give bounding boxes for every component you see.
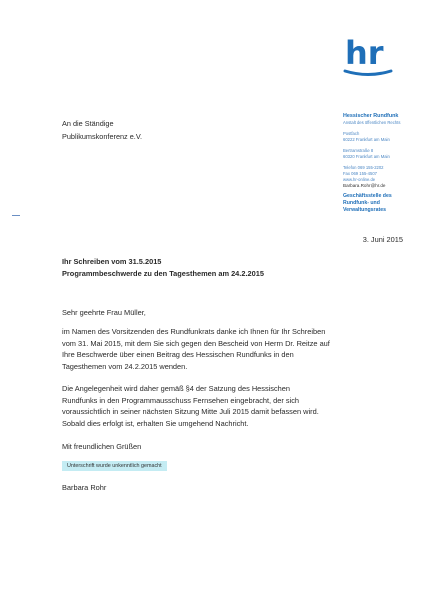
hr-logo	[341, 36, 395, 78]
sender-dept-line-3: Verwaltungsrates	[343, 207, 386, 213]
paragraph-1-line: Tagesthemen vom 24.2.2015 wenden.	[62, 361, 188, 371]
signer-name: Barbara Rohr	[62, 483, 107, 492]
sender-dept-line-2: Rundfunk- und	[343, 200, 380, 206]
letter-date: 3. Juni 2015	[362, 235, 403, 244]
sender-postbox-city: 60222 Frankfurt am Main	[343, 137, 390, 142]
subject-line-1: Ihr Schreiben vom 31.5.2015	[62, 257, 162, 266]
redacted-signature-note: Unterschrift wurde unkenntlich gemacht	[62, 461, 167, 471]
paragraph-1-line: im Namen des Vorsitzenden des Rundfunkrats danke ich Ihnen für Ihr Schreiben	[62, 327, 326, 336]
fold-mark	[12, 215, 20, 216]
subject	[62, 256, 264, 279]
sender-department	[343, 193, 421, 214]
sender-fax: Fax 069 155-4507	[343, 171, 377, 176]
sender-street: Bertramstraße 8	[343, 148, 374, 153]
sender-email: Barbara.Rohr@hr.de	[343, 183, 386, 188]
subject-line-2: Programmbeschwerde zu den Tagesthemen am 24.2.2015	[62, 268, 264, 278]
salutation: Sehr geehrte Frau Müller,	[62, 308, 146, 317]
paragraph-2-line: Die Angelegenheit wird daher gemäß §4 der Satzung des Hessischen	[62, 384, 291, 393]
sender-dept-line-1: Geschäftsstelle des	[343, 193, 392, 199]
paragraph-1	[62, 326, 402, 372]
paragraph-2-line: Sobald dies erfolgt ist, erhalten Sie umgehend Nachricht.	[62, 418, 249, 428]
paragraph-2-line: voraussichtlich in seiner nächsten Sitzung Mitte Juli 2015 damit befassen wird.	[62, 407, 319, 417]
paragraph-2	[62, 383, 402, 429]
paragraph-2-line: Rundfunks in den Programmausschuss Fernsehen eingebracht, der sich	[62, 395, 300, 405]
recipient-address	[62, 118, 142, 143]
paragraph-1-line: Ihre Beschwerde über einen Beitrag des Hessischen Rundfunks in den	[62, 350, 294, 360]
sender-block	[343, 113, 421, 214]
sender-web: www.hr-online.de	[343, 177, 376, 182]
sender-org: Hessischer Rundfunk	[343, 113, 399, 119]
sender-street-city: 60320 Frankfurt am Main	[343, 154, 390, 159]
sender-postbox: Postfach	[343, 131, 360, 136]
hr-logo-text: hr	[345, 36, 384, 72]
closing: Mit freundlichen Grüßen	[62, 442, 142, 451]
paragraph-1-line: vom 31. Mai 2015, mit dem Sie sich gegen den Bescheid von Herrn Dr. Reitze auf	[62, 338, 330, 348]
sender-phone: Telefon 069 155-2202	[343, 165, 384, 170]
recipient-line-2: Publikumskonferenz e.V.	[62, 131, 143, 141]
sender-org-sub: Anstalt des öffentlichen Rechts	[343, 120, 401, 125]
recipient-line-1: An die Ständige	[62, 119, 114, 128]
